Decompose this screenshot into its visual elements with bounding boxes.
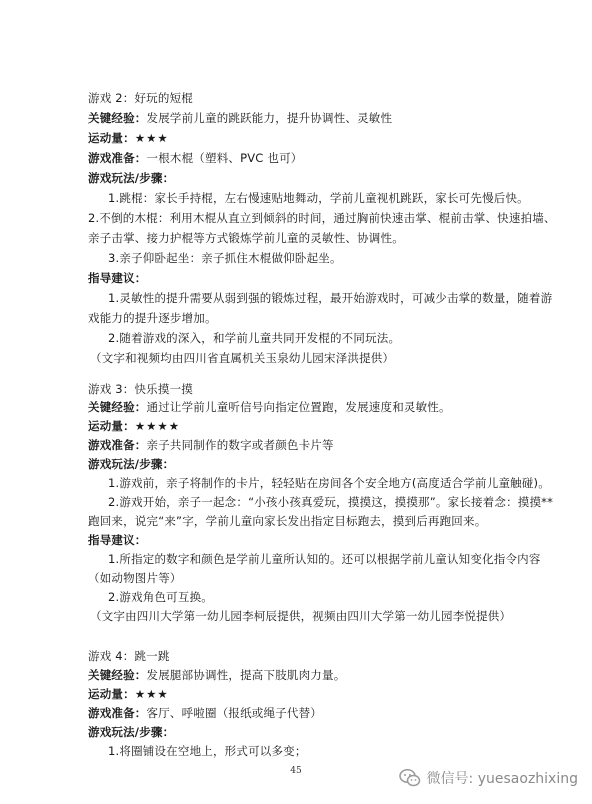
game-2-play-heading: 游戏玩法/步骤： [88,171,175,185]
star-rating: ★★★ [134,131,169,145]
game-3-credit: （文字由四川大学第一幼儿园李柯辰提供，视频由四川大学第一幼儿园李悦提供） [90,609,512,623]
star-rating: ★★★★ [134,419,181,433]
game-4-title: 游戏 4：跳一跳 [88,649,170,663]
watermark-text: 微信号: yuesaozhixing [426,771,578,787]
game-3-step: 1.游戏前，亲子将制作的卡片，轻轻贴在房间各个安全地方(高度适合学前儿童触碰)。 [108,476,550,490]
game-4-step: 1.将圈铺设在空地上，形式可以多变； [108,744,307,758]
game-2-credit: （文字和视频均由四川省直属机关玉泉幼儿园宋泽洪提供） [90,351,395,365]
game-3-step: 2.游戏开始，亲子一起念：“小孩小孩真爱玩，摸摸这，摸摸那”。家长接着念：摸摸** [108,495,554,509]
game-3-guide: （如动物图片等） [88,571,182,585]
game-4-prep: 游戏准备：客厅、呼啦圈（报纸或绳子代替） [88,706,322,720]
game-3-step: 跑回来，说完“来”字，学前儿童向家长发出指定目标跑去，摸到后再跑回来。 [88,514,487,528]
watermark [399,767,578,789]
game-2-step: 2.不倒的木棍：利用木棍从直立到倾斜的时间，通过胸前快速击掌、棍前击掌、快速拍墙、 [88,211,556,225]
game-2-amount: 运动量：★★★ [88,131,169,145]
game-3-guide: 2.游戏角色可互换。 [108,590,213,604]
game-4-experience: 关键经验：发展腿部协调性，提高下肢肌肉力量。 [88,668,346,682]
wechat-icon [399,768,421,788]
game-3-amount: 运动量：★★★★ [88,419,181,433]
game-2-step: 1.跳棍：家长手持棍，左右慢速贴地舞动，学前儿童视机跳跃，家长可先慢后快。 [108,191,529,205]
star-rating: ★★★ [134,687,169,701]
game-2-guide: 2.随着游戏的深入，和学前儿童共同开发棍的不同玩法。 [108,331,401,345]
game-2-step: 3.亲子仰卧起坐：亲子抓住木棍做仰卧起坐。 [108,251,342,265]
game-2-guide-heading: 指导建议： [88,271,147,285]
game-3-prep: 游戏准备：亲子共同制作的数字或者颜色卡片等 [88,438,334,452]
game-2-guide: 戏能力的提升逐步增加。 [88,311,217,325]
page-number: 45 [290,766,302,776]
game-3-play-heading: 游戏玩法/步骤： [88,457,175,471]
game-4-play-heading: 游戏玩法/步骤： [88,725,175,739]
game-3-guide: 1.所指定的数字和颜色是学前儿童所认知的。还可以根据学前儿童认知变化指令内容 [108,552,541,566]
game-3-title: 游戏 3：快乐摸一摸 [88,382,193,396]
game-2-experience: 关键经验：发展学前儿童的跳跃能力，提升协调性、灵敏性 [88,111,393,125]
game-2-title: 游戏 2：好玩的短棍 [88,91,193,105]
game-2-step: 亲子击掌、接力护棍等方式锻炼学前儿童的灵敏性、协调性。 [88,231,404,245]
game-4-amount: 运动量：★★★ [88,687,169,701]
game-3-guide-heading: 指导建议： [88,533,147,547]
game-2-prep: 游戏准备：一根木棍（塑料、PVC 也可） [88,151,303,165]
game-3-experience: 关键经验：通过让学前儿童听信号向指定位置跑，发展速度和灵敏性。 [88,400,451,414]
game-2-guide: 1.灵敏性的提升需要从弱到强的锻炼过程，最开始游戏时，可减少击掌的数量，随着游 [108,291,553,305]
